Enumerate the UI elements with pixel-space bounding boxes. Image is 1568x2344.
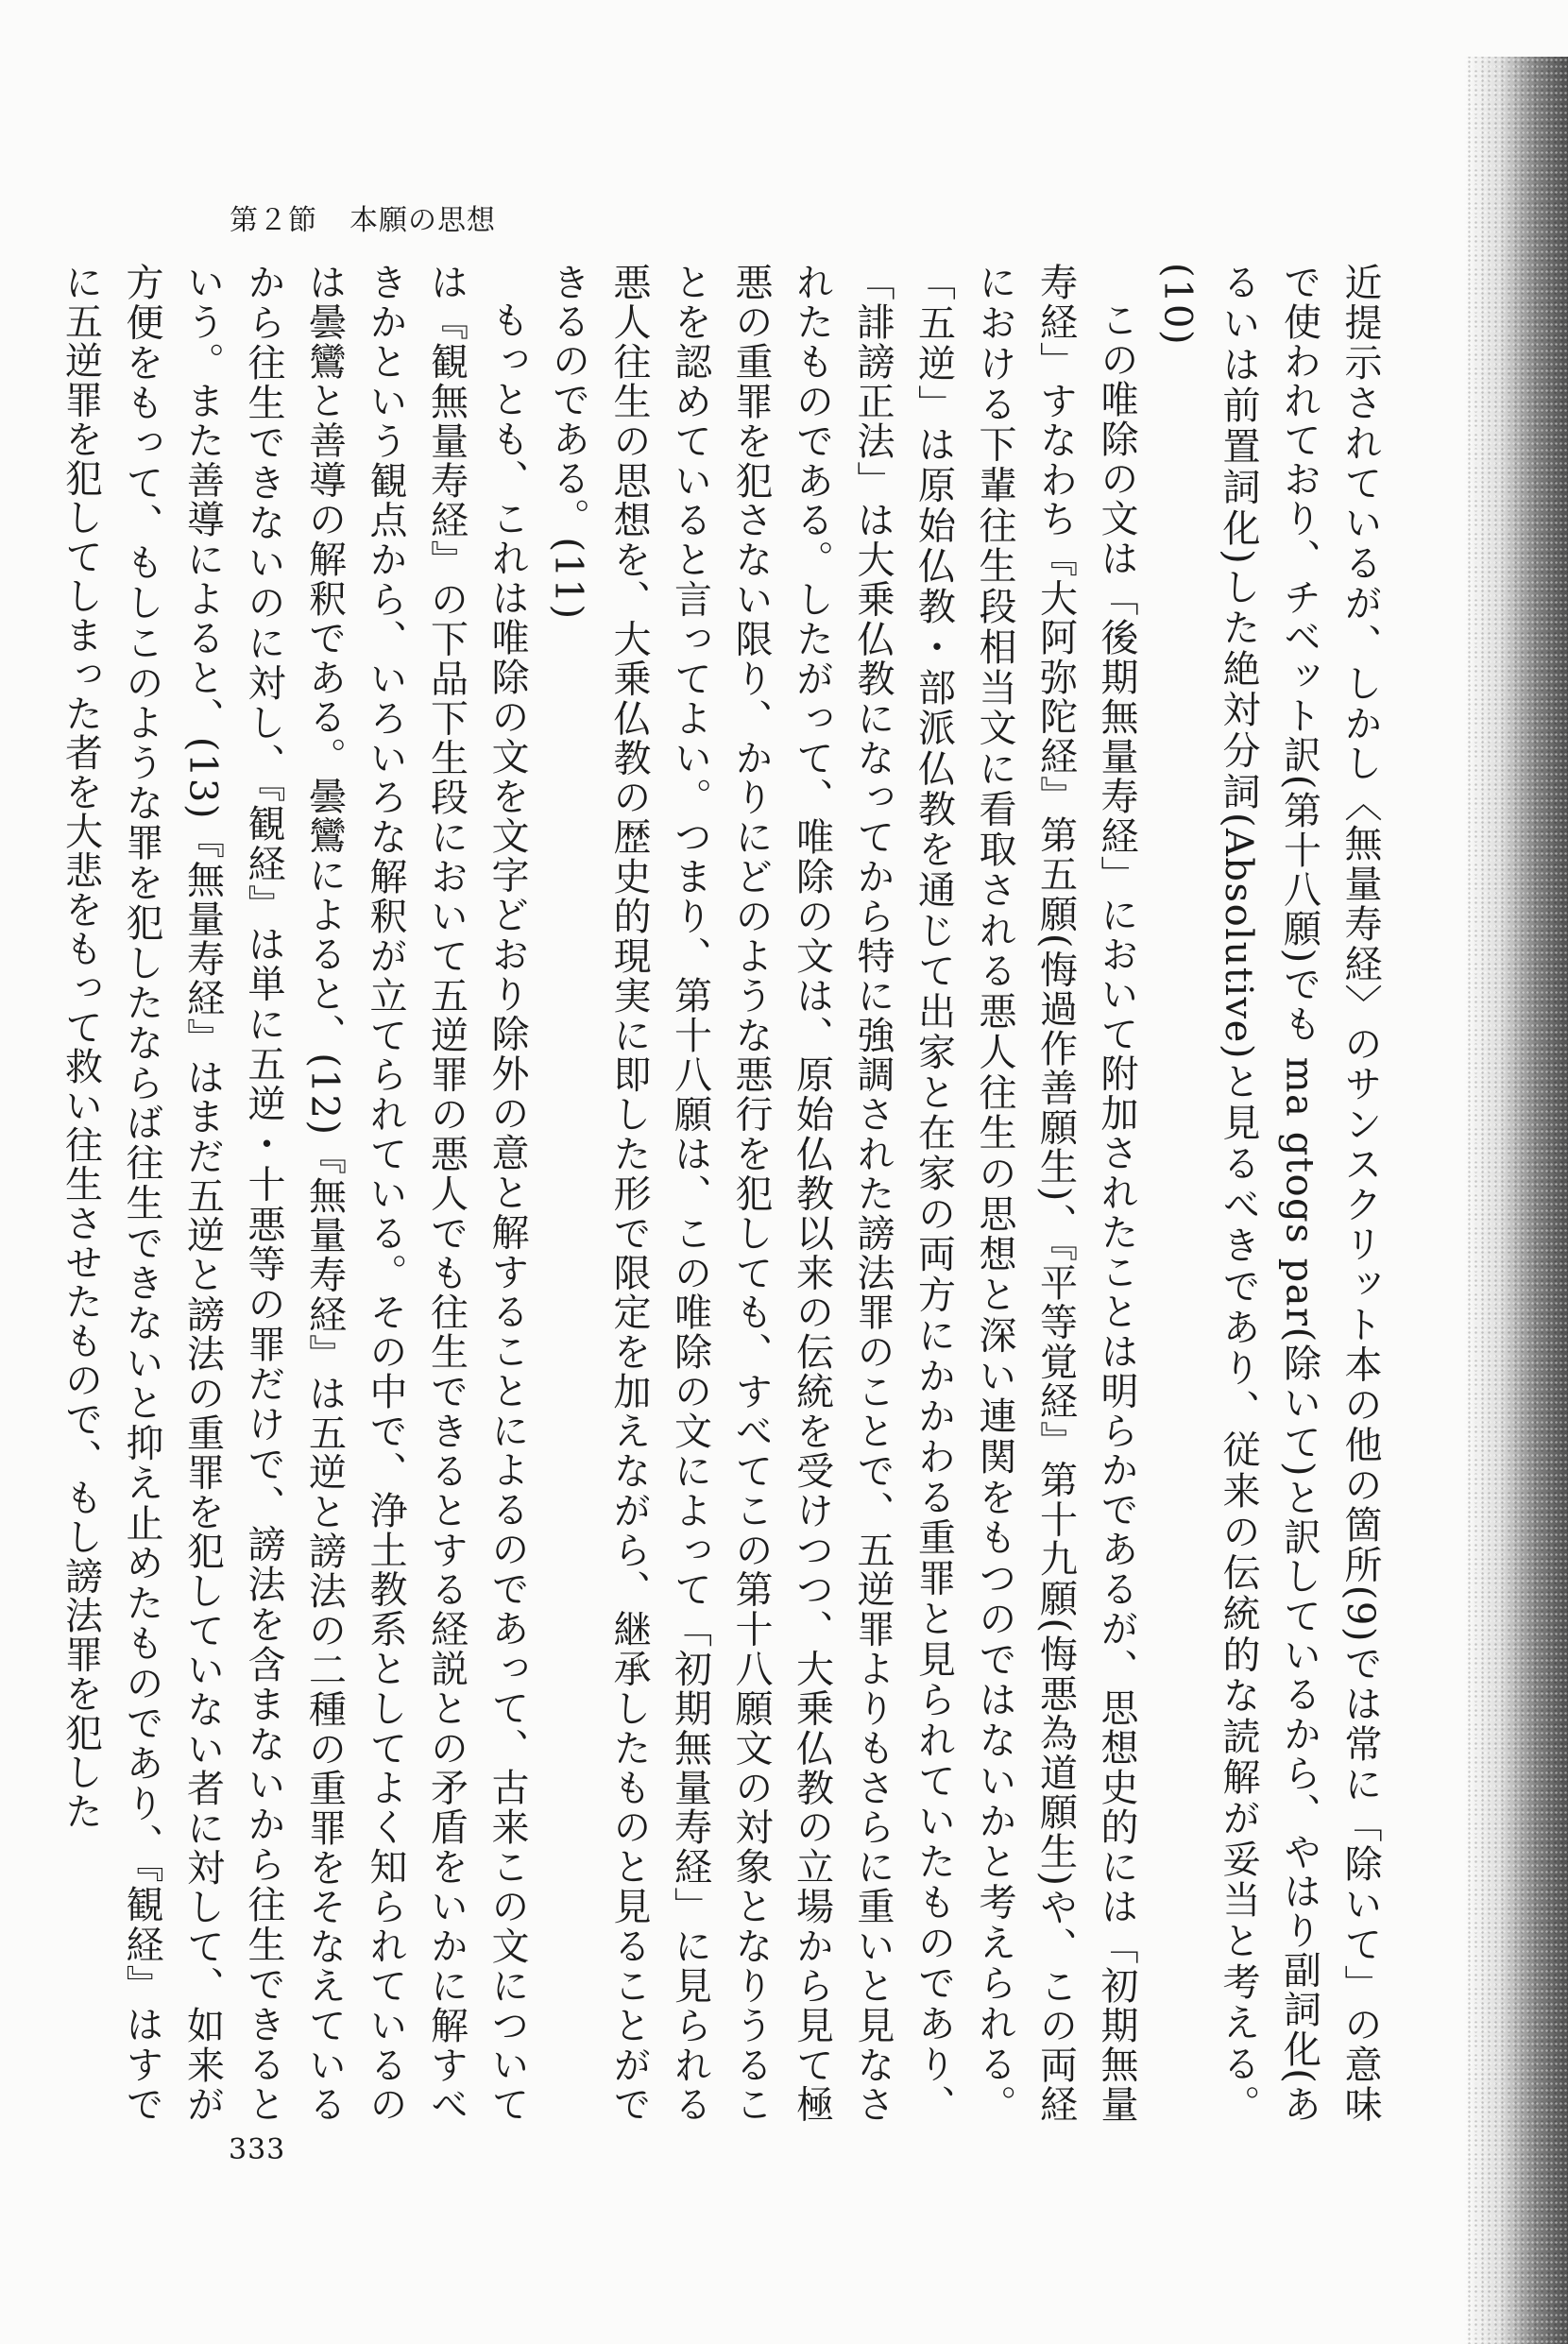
section-number: 第２節 [230, 204, 317, 237]
page-edge-texture [1464, 57, 1568, 2344]
body-text [59, 263, 1390, 2125]
paragraph-3: もっとも、これは唯除の文を文字どおり除外の意と解することによるのであって、古来この文については『観無量寿経』の下品下生段において五逆罪の悪人でも往生できるとする経説との矛盾をいかに解すべきかという観点から、いろいろな解釈が立てられている。その中で、浄土教系としてよく知られているのは曇鸞と善導の解釈である。曇鸞によると、(12)『無量寿経』は五逆と謗法の二種の重罪をそなえているから往生できないのに対し、『観経』は単に五逆・十悪等の罪だけで、謗法を含まないから往生できるという。また善導によると、(13)『無量寿経』はまだ五逆と謗法の重罪を犯していない者に対して、如来が方便をもって、もしこのような罪を犯したならば往生できないと抑え止めたものであり、『観経』はすでに五逆罪を犯してしまった者を大悲をもって救い往生させたもので、もし謗法罪を犯した [59, 263, 529, 2125]
running-head [230, 197, 496, 238]
paragraph-1: 近提示されているが、しかし〈無量寿経〉のサンスクリット本の他の箇所(9)では常に「除いて」の意味で使われており、チベット訳(第十八願)でも ma gtogs par(除いて)と訳しているから、やはり副詞化(あるいは前置詞化)した絶対分詞(Absolutive)と見るべきであり、従来の伝統的な読解が妥当と考える。(10) [1155, 263, 1382, 2124]
paragraph-2: この唯除の文は「後期無量寿経」において附加されたことは明らかであるが、思想史的には「初期無量寿経」すなわち『大阿弥陀経』第五願(悔過作善願生)、『平等覚経』第十九願(悔悪為道願生)や、この両経における下輩往生段相当文に看取される悪人往生の思想と深い連関をもつのではないかと考えられる。「五逆」は原始仏教・部派仏教を通じて出家と在家の両方にかかわる重罪と見られていたものであり、「誹謗正法」は大乗仏教になってから特に強調された謗法罪のことで、五逆罪よりもさらに重いと見なされたものである。したがって、唯除の文は、原始仏教以来の伝統を受けつつ、大乗仏教の立場から見て極悪の重罪を犯さない限り、かりにどのような悪行を犯しても、すべてこの第十八願文の対象となりうることを認めていると言ってよい。つまり、第十八願は、この唯除の文によって「初期無量寿経」に見られる悪人往生の思想を、大乗仏教の歴史的現実に即した形で限定を加えながら、継承したものと見ることができるのである。(11) [546, 263, 1138, 2125]
section-title: 本願の思想 [349, 204, 496, 237]
page-number: 333 [229, 2133, 286, 2166]
